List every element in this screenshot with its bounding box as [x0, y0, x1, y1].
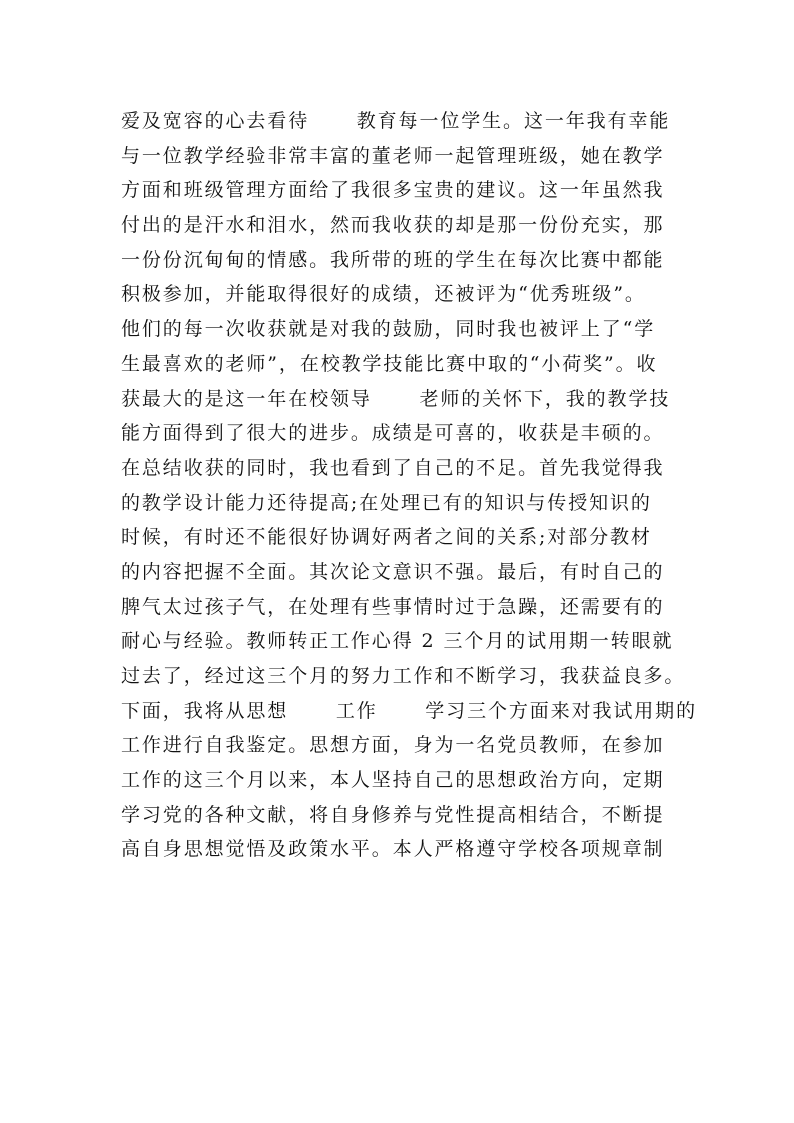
text-line: 方面和班级管理方面给了我很多宝贵的建议。这一年虽然我 [121, 179, 665, 202]
text-line: 过去了，经过这三个月的努力工作和不断学习，我获益良多。 [121, 665, 686, 687]
text-line: 爱及宽容的心去看待 教育每一位学生。这一年我有幸能 [121, 110, 671, 132]
text-line: 一份份沉甸甸的情感。我所带的班的学生在每次比赛中都能 [121, 248, 665, 271]
text-line: 积极参加，并能取得很好的成绩，还被评为“优秀班级”。 [121, 283, 646, 306]
text-line: 生最喜欢的老师”，在校教学技能比赛中取的“小荷奖”。收 [121, 352, 658, 375]
text-line: 耐心与经验。教师转正工作心得 2 三个月的试用期一转眼就 [121, 630, 674, 653]
text-line: 他们的每一次收获就是对我的鼓励，同时我也被评上了“学 [121, 318, 656, 341]
text-line: 的教学设计能力还待提高;在处理已有的知识与传授知识的 [121, 491, 652, 514]
text-line: 获最大的是这一年在校领导 老师的关怀下，我的教学技 [121, 387, 671, 410]
text-line: 下面，我将从思想 工作 学习三个方面来对我试用期的 [121, 699, 697, 722]
text-line: 工作的这三个月以来，本人坚持自己的思想政治方向，定期 [121, 769, 665, 792]
text-line: 在总结收获的同时，我也看到了自己的不足。首先我觉得我 [121, 456, 665, 479]
text-line: 与一位教学经验非常丰富的董老师一起管理班级，她在教学 [121, 144, 665, 167]
text-line: 的内容把握不全面。其次论文意识不强。最后，有时自己的 [121, 560, 665, 583]
text-line: 付出的是汗水和泪水，然而我收获的却是那一份份充实，那 [121, 214, 665, 237]
text-line: 工作进行自我鉴定。思想方面，身为一名党员教师，在参加 [121, 734, 665, 757]
text-line: 时候，有时还不能很好协调好两者之间的关系;对部分教材 [121, 526, 652, 549]
text-line: 学习党的各种文献，将自身修养与党性提高相结合，不断提 [121, 803, 665, 826]
text-line: 脾气太过孩子气，在处理有些事情时过于急躁，还需要有的 [121, 595, 665, 618]
text-line: 能方面得到了很大的进步。成绩是可喜的，收获是丰硕的。 [121, 422, 665, 445]
text-line: 高自身思想觉悟及政策水平。本人严格遵守学校各项规章制 [121, 838, 665, 861]
document-body [121, 104, 697, 867]
